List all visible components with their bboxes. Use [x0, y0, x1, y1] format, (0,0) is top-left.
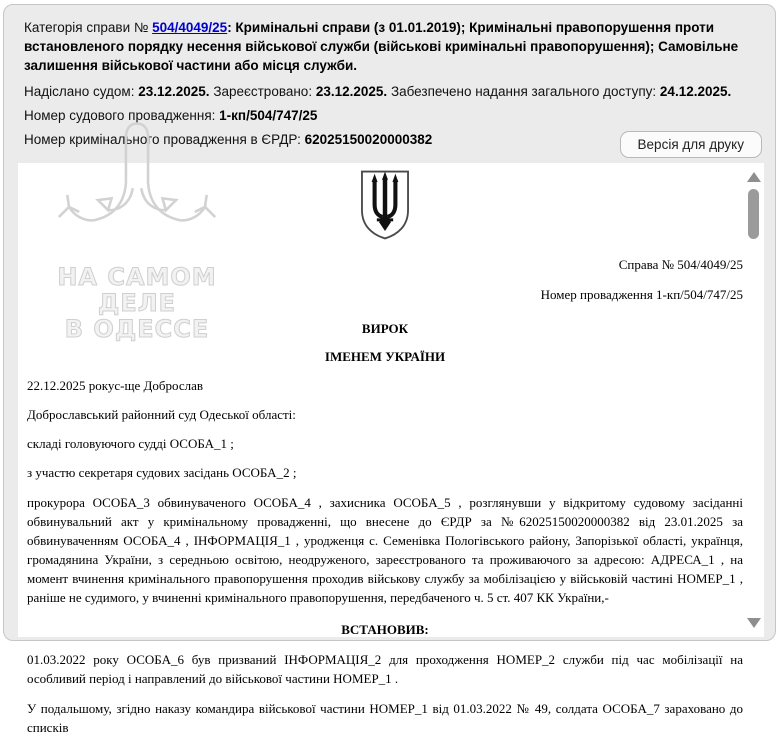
paragraph-judge: складі головуючого судді ОСОБА_1 ; [27, 436, 234, 451]
coat-of-arms-icon [27, 169, 743, 241]
registered-label: Зареєстровано: [213, 84, 313, 99]
sent-label: Надіслано судом: [24, 84, 135, 99]
paragraph-secretary: з участю секретаря судових засідань ОСОБА_2 ; [27, 465, 297, 480]
case-header [4, 5, 775, 150]
court-proceeding-label: Номер судового провадження: [24, 108, 216, 123]
dates-line [24, 82, 757, 102]
case-category-line [24, 18, 757, 75]
established-heading: ВСТАНОВИВ: [341, 622, 429, 637]
case-panel [3, 4, 776, 735]
public-access-date: 24.12.2025. [659, 84, 732, 99]
paragraph-indictment: прокурора ОСОБА_3 обвинуваченого ОСОБА_4 , захисника ОСОБА_5 , розглянувши у відкритому судовому засіданні обвинувальний акт у кримінальному провадженні, що внесене до ЄРДР за №62025150020000382 від 23.01.2025 за обвинуваченням ОСОБА_4 , ІНФОРМАЦІЯ_1 , уродженця с. Семенівка Пологівського району, Запорізької області, українця, громадянина України, з середньою освітою, неодруженого, зареєстрованого та проживаючого за адресою: АДРЕСА_1 , на момент вчинення кримінального правопорушення проходив військову службу за мобілізацією у військовій частині НОМЕР_1 , раніше не судимого, у вчиненні кримінального правопорушення, передбаченого ч. 5 ст. 407 КК України,- [27, 495, 743, 605]
scrollbar[interactable] [745, 163, 763, 637]
document-area [18, 163, 764, 735]
erdr-number: 62025150020000382 [304, 132, 433, 147]
public-access-label: Забезпечено надання загального доступу: [390, 84, 657, 99]
verdict-title: ВИРОК [361, 321, 409, 336]
sent-date: 23.12.2025. [138, 84, 210, 99]
case-no-line: Справа № 504/4049/25 [618, 257, 743, 272]
paragraph-court: Доброславський районний суд Одеської області: [27, 407, 296, 422]
paragraph-mobilization: 01.03.2022 року ОСОБА_6 був призваний ІНФОРМАЦІЯ_2 для проходження НОМЕР_2 служби під час мобілізації на особливий період і направлений до військової частини НОМЕР_1 . [27, 652, 743, 686]
scrollbar-thumb[interactable] [748, 189, 759, 239]
proceeding-no-line: Номер провадження 1-кп/504/747/25 [540, 287, 743, 302]
scroll-down-icon[interactable] [747, 618, 761, 628]
category-text: : Кримінальні справи (з 01.01.2019); Кримінальні правопорушення проти встановленого порядку несення військової служби (військові кримінальні правопорушення); Самовільне залишення військової частини або місця служби. [24, 20, 739, 73]
print-version-button[interactable]: Версія для друку [620, 131, 762, 158]
paragraph-order: У подальшому, згідно наказу командира військової частини НОМЕР_1 від 01.03.2022 № 49, солдата ОСОБА_7 зараховано до списків [27, 701, 743, 735]
trident-emblem-icon [359, 169, 411, 241]
court-proceeding-line [24, 106, 757, 126]
category-label: Категорія справи № [24, 20, 149, 35]
toolbar [620, 131, 762, 158]
paragraph-date-place: 22.12.2025 рокус-ще Доброслав [27, 378, 203, 393]
scroll-up-icon[interactable] [747, 172, 761, 182]
in-the-name-of-ukraine-title: ІМЕНЕМ УКРАЇНИ [324, 349, 446, 364]
court-proceeding-number: 1-кп/504/747/25 [219, 108, 318, 123]
case-number-link[interactable]: 504/4049/25 [152, 20, 228, 35]
watermark-text-line2: В ОДЕССЕ [64, 315, 210, 343]
document-content [27, 163, 743, 735]
registered-date: 23.12.2025. [315, 84, 388, 99]
erdr-label: Номер кримінального провадження в ЄРДР: [24, 132, 301, 147]
watermark-text-line1: НА САМОМ ДЕЛЕ [57, 263, 217, 317]
